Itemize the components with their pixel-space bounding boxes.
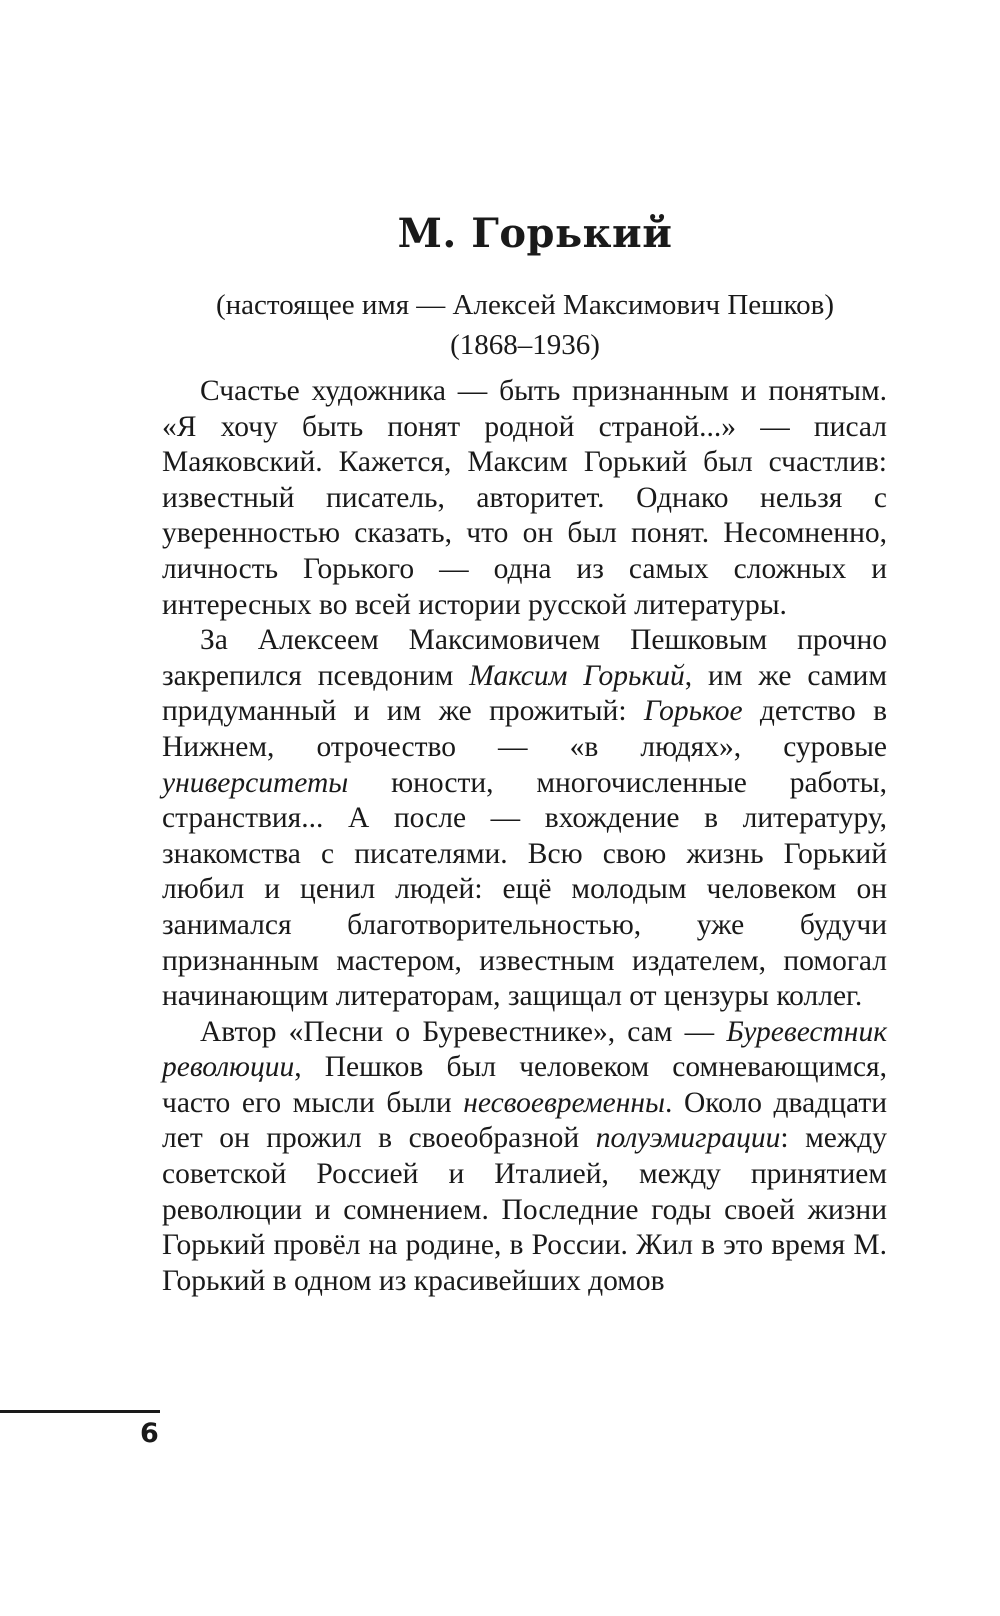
text-run: За Алексеем Максимовичем Пешковым прочно закрепился псевдоним <box>162 624 887 692</box>
italic-text: полуэмиграции <box>595 1122 781 1155</box>
text-run: Автор «Песни о Буревестнике», сам — <box>200 1015 727 1048</box>
real-name-line: (настоящее имя — Алексей Максимович Пешков) <box>216 289 834 321</box>
text-run: юности, многочисленные работы, странствия... А после — вхождение в литературу, знакомства с писателями. Всю свою жизнь Горький любил и ценил людей: ещё молодым человеком он занимался благотворительностью, уже будучи признанным мастером, известным издателем, помогал начинающим литераторам, защищал от цензуры коллег. <box>162 766 887 1013</box>
text-run: . Около двадцати лет он прожил в своеобразной <box>162 1086 887 1155</box>
paragraph <box>162 1015 887 1300</box>
subtitle <box>160 285 890 365</box>
page-number: 6 <box>140 1418 159 1449</box>
text-run: , Пешков был человеком сомневающимся, часто его мысли были <box>162 1051 887 1119</box>
italic-text: несвоевременны <box>463 1086 666 1119</box>
life-years-line: (1868–1936) <box>450 329 600 361</box>
italic-text: университеты <box>162 766 349 799</box>
italic-text: Буревестник революции <box>162 1015 887 1084</box>
footer-rule <box>0 1410 160 1413</box>
italic-text: Горькое <box>643 695 743 728</box>
text-run: детство в Нижнем, отрочество — «в людях», суровые <box>162 695 887 763</box>
page-title: М. Горький <box>397 210 673 257</box>
text-run: : между советской Россией и Италией, между принятием революции и сомнением. Последние годы своей жизни Горький провёл на родине, в России. Жил в это время М. Горький в одном из красивейших домов <box>162 1122 887 1297</box>
text-run: Счастье художника — быть признанным и понятым. «Я хочу быть понят родной страной...» — писал Маяковский. Кажется, Максим Горький был счастлив: известный писатель, авторитет. Однако нельзя с уверенностью сказать, что он был понят. Несомненно, личность Горького — одна из самых сложных и интересных во всей истории русской литературы. <box>162 375 887 621</box>
italic-text: Максим Горький <box>469 659 685 692</box>
body-text <box>162 374 887 1299</box>
paragraph <box>162 623 887 1015</box>
text-run: , им же самим придуманный и им же прожитый: <box>162 659 887 728</box>
paragraph <box>162 374 887 623</box>
